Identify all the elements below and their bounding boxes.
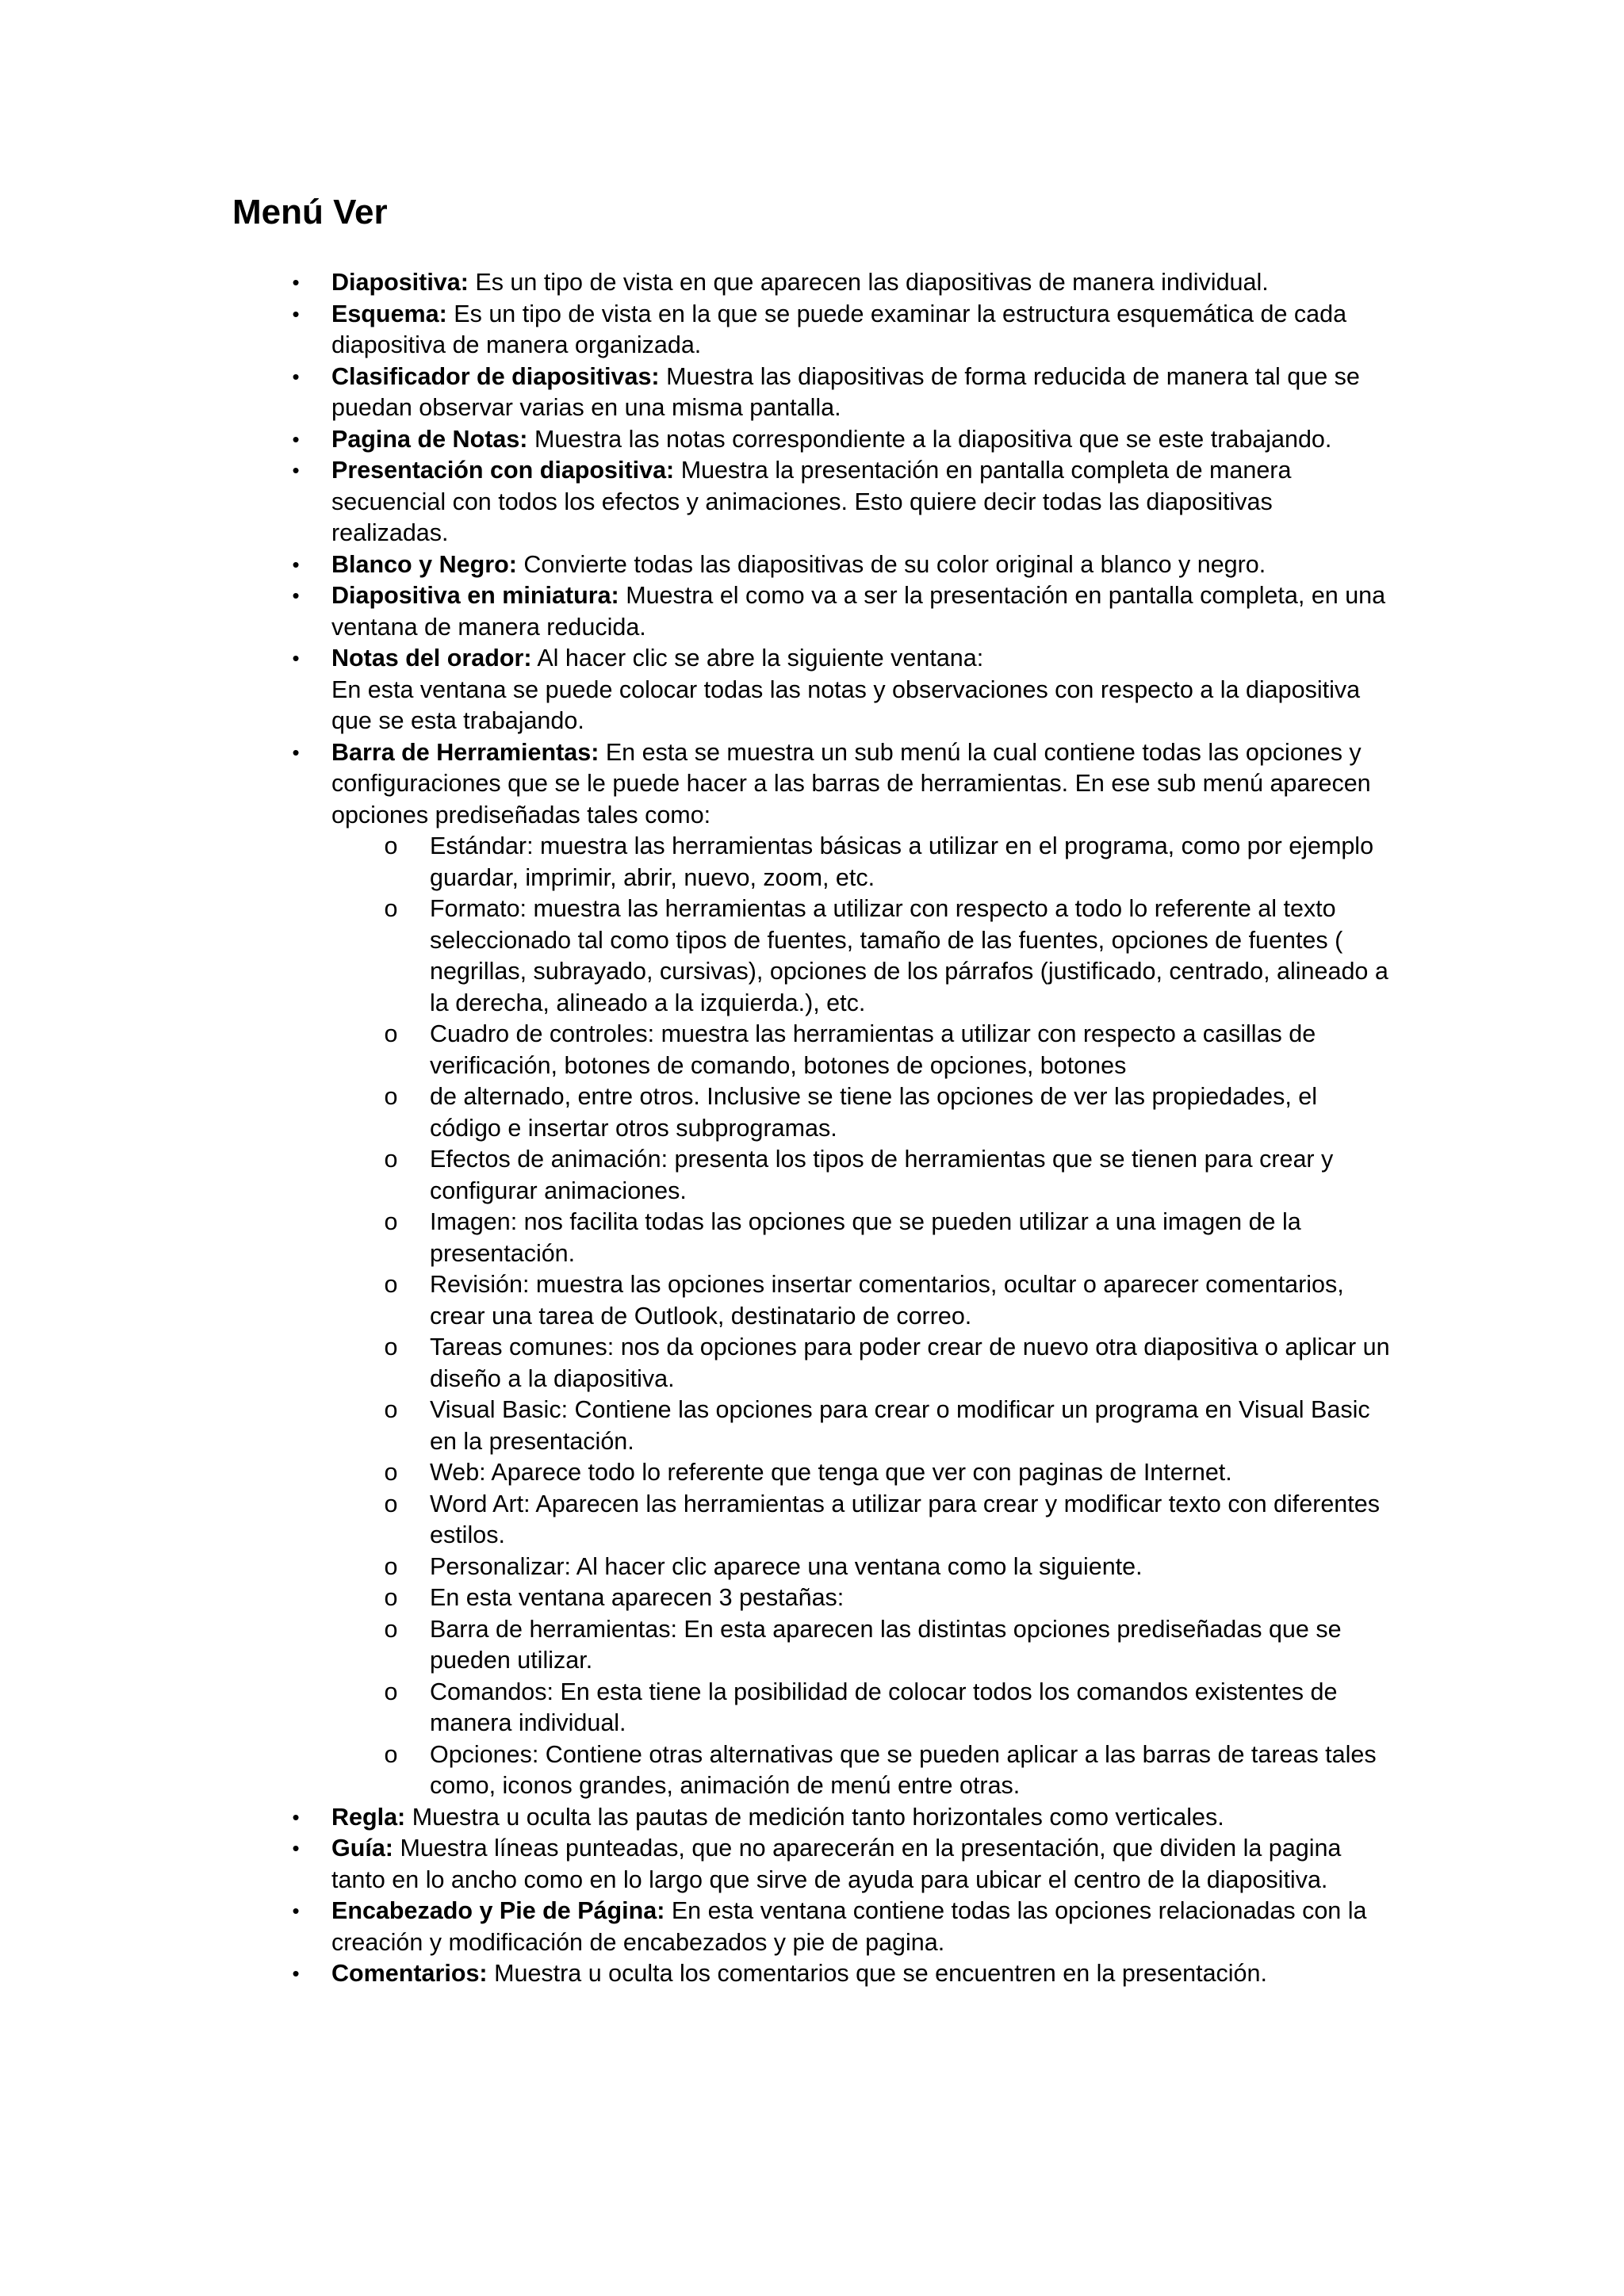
item-term: Esquema:	[331, 300, 447, 327]
circle-bullet-icon: o	[384, 1334, 398, 1360]
sub-list-item	[0, 1677, 1394, 1739]
item-term: Presentación con diapositiva:	[331, 457, 675, 484]
sub-item-text: Personalizar: Al hacer clic aparece una ventana como la siguiente.	[430, 1552, 1143, 1580]
bullet-icon: •	[292, 301, 300, 326]
item-text: Muestra líneas punteadas, que no aparecerán en la presentación, que dividen la pagina tanto en lo ancho como en lo largo que sirve de ayuda para ubicar el centro de la diapositiva.	[331, 1835, 1342, 1893]
circle-bullet-icon: o	[384, 1020, 398, 1047]
item-text: Muestra u oculta las pautas de medición tanto horizontales como verticales.	[412, 1803, 1224, 1831]
item-term: Regla:	[331, 1803, 406, 1831]
bullet-icon: •	[292, 364, 300, 388]
circle-bullet-icon: o	[384, 1083, 398, 1110]
item-text: Al hacer clic se abre la siguiente ventana:	[537, 645, 984, 672]
list-item	[0, 549, 1624, 581]
bullet-icon: •	[292, 270, 300, 294]
bullet-icon: •	[292, 740, 300, 764]
sub-item-text: Barra de herramientas: En esta aparecen las distintas opciones prediseñadas que se pueden utilizar.	[430, 1615, 1342, 1674]
item-text: Es un tipo de vista en la que se puede examinar la estructura esquemática de cada diapositiva de manera organizada.	[331, 300, 1347, 358]
list-item	[0, 299, 1624, 362]
circle-bullet-icon: o	[384, 1552, 398, 1580]
circle-bullet-icon: o	[384, 1459, 398, 1486]
item-text: Muestra las notas correspondiente a la diapositiva que se este trabajando.	[534, 425, 1332, 453]
item-text: Muestra u oculta los comentarios que se encuentren en la presentación.	[494, 1960, 1267, 1987]
sub-list-item	[0, 1582, 1394, 1614]
item-term: Barra de Herramientas:	[331, 738, 599, 766]
item-text: En esta ventana contiene todas las opciones relacionadas con la creación y modificación de encabezados y pie de pagina.	[331, 1897, 1367, 1956]
sub-list-item	[0, 1489, 1394, 1552]
sub-list-item	[0, 1144, 1394, 1207]
item-text: Convierte todas las diapositivas de su color original a blanco y negro.	[523, 550, 1266, 578]
bullet-icon: •	[292, 1961, 300, 1985]
item-term: Pagina de Notas:	[331, 425, 528, 453]
list-item	[0, 1958, 1624, 1990]
circle-bullet-icon: o	[384, 1146, 398, 1173]
list-item	[0, 362, 1624, 424]
sub-item-text: En esta ventana aparecen 3 pestañas:	[430, 1584, 845, 1611]
circle-bullet-icon: o	[384, 832, 398, 859]
sub-item-text: Cuadro de controles: muestra las herramientas a utilizar con respecto a casillas de verificación, botones de comando, botones de opciones, botones	[430, 1020, 1316, 1079]
circle-bullet-icon: o	[384, 1678, 398, 1705]
circle-bullet-icon: o	[384, 1584, 398, 1611]
list-item	[0, 580, 1624, 643]
sub-item-text: Formato: muestra las herramientas a utilizar con respecto a todo lo referente al texto seleccionado tal como tipos de fuentes, tamaño de las fuentes, opciones de fuentes ( negrillas, subrayado, cursivas), opciones de los párrafos (justificado, centrado, alineado a la derecha, alineado a la izquierda.), etc.	[430, 895, 1388, 1016]
sub-item-text: Revisión: muestra las opciones insertar comentarios, ocultar o aparecer comentarios, crear una tarea de Outlook, destinatario de correo.	[430, 1271, 1344, 1330]
item-term: Diapositiva en miniatura:	[331, 582, 619, 609]
sub-list-item	[0, 894, 1394, 1019]
list-item	[0, 424, 1624, 456]
sub-list-item	[0, 1332, 1394, 1395]
sub-bullet-list	[331, 831, 1394, 1802]
item-text: Muestra el como va a ser la presentación en pantalla completa, en una ventana de manera reducida.	[331, 582, 1386, 641]
item-text: Muestra la presentación en pantalla completa de manera secuencial con todos los efectos y animaciones. Esto quiere decir todas las diapositivas realizadas.	[331, 457, 1292, 546]
circle-bullet-icon: o	[384, 1740, 398, 1768]
list-item	[0, 267, 1624, 299]
circle-bullet-icon: o	[384, 1615, 398, 1643]
sub-item-text: Visual Basic: Contiene las opciones para crear o modificar un programa en Visual Basic en la presentación.	[430, 1396, 1370, 1455]
bullet-icon: •	[292, 646, 300, 670]
sub-item-text: Estándar: muestra las herramientas básicas a utilizar en el programa, como por ejemplo guardar, imprimir, abrir, nuevo, zoom, etc.	[430, 832, 1374, 891]
item-text: En esta se muestra un sub menú la cual contiene todas las opciones y configuraciones que se le puede hacer a las barras de herramientas. En ese sub menú aparecen opciones prediseñadas tales como:	[331, 738, 1371, 828]
list-item	[0, 737, 1624, 1802]
sub-list-item	[0, 1395, 1394, 1457]
list-item	[0, 1896, 1624, 1958]
bullet-icon: •	[292, 552, 300, 576]
item-term: Guía:	[331, 1835, 393, 1862]
circle-bullet-icon: o	[384, 895, 398, 922]
item-term: Diapositiva:	[331, 269, 469, 296]
list-item	[0, 643, 1624, 737]
item-extra-text: En esta ventana se puede colocar todas las notas y observaciones con respecto a la diapositiva que se esta trabajando.	[331, 675, 1361, 734]
item-text: Muestra las diapositivas de forma reducida de manera tal que se puedan observar varias en una misma pantalla.	[331, 362, 1360, 421]
sub-item-text: Imagen: nos facilita todas las opciones que se pueden utilizar a una imagen de la presentación.	[430, 1208, 1301, 1267]
sub-item-text: Tareas comunes: nos da opciones para poder crear de nuevo otra diapositiva o aplicar un diseño a la diapositiva.	[430, 1334, 1390, 1392]
bullet-icon: •	[292, 1804, 300, 1829]
sub-item-text: de alternado, entre otros. Inclusive se tiene las opciones de ver las propiedades, el código e insertar otros subprogramas.	[430, 1083, 1318, 1142]
list-item	[0, 1833, 1624, 1896]
sub-item-text: Opciones: Contiene otras alternativas que se pueden aplicar a las barras de tareas tales como, iconos grandes, animación de menú entre otras.	[430, 1740, 1377, 1799]
item-term: Blanco y Negro:	[331, 550, 517, 578]
bullet-icon: •	[292, 1836, 300, 1860]
sub-list-item	[0, 1081, 1394, 1144]
bullet-icon: •	[292, 584, 300, 607]
item-term: Comentarios:	[331, 1960, 488, 1987]
main-bullet-list	[0, 267, 1624, 1990]
sub-item-text: Word Art: Aparecen las herramientas a utilizar para crear y modificar texto con diferentes estilos.	[430, 1490, 1380, 1548]
circle-bullet-icon: o	[384, 1490, 398, 1517]
sub-list-item	[0, 1207, 1394, 1269]
sub-item-text: Web: Aparece todo lo referente que tenga que ver con paginas de Internet.	[430, 1459, 1232, 1486]
circle-bullet-icon: o	[384, 1396, 398, 1423]
item-term: Notas del orador:	[331, 645, 532, 672]
item-text: Es un tipo de vista en que aparecen las diapositivas de manera individual.	[475, 269, 1269, 296]
sub-list-item	[0, 1614, 1394, 1677]
item-term: Encabezado y Pie de Página:	[331, 1897, 665, 1924]
sub-list-item	[0, 1019, 1394, 1081]
page-title: Menú Ver	[232, 193, 388, 232]
list-item	[0, 1802, 1624, 1834]
list-item	[0, 455, 1624, 549]
sub-list-item	[0, 1739, 1394, 1802]
bullet-icon: •	[292, 427, 300, 451]
item-term: Clasificador de diapositivas:	[331, 362, 660, 390]
sub-list-item	[0, 831, 1394, 894]
bullet-icon: •	[292, 1899, 300, 1923]
circle-bullet-icon: o	[384, 1271, 398, 1298]
bullet-icon: •	[292, 458, 300, 482]
sub-list-item	[0, 1552, 1394, 1583]
sub-list-item	[0, 1269, 1394, 1332]
sub-list-item	[0, 1457, 1394, 1489]
sub-item-text: Comandos: En esta tiene la posibilidad de colocar todos los comandos existentes de manera individual.	[430, 1678, 1338, 1736]
circle-bullet-icon: o	[384, 1208, 398, 1235]
sub-item-text: Efectos de animación: presenta los tipos de herramientas que se tienen para crear y configurar animaciones.	[430, 1146, 1334, 1204]
